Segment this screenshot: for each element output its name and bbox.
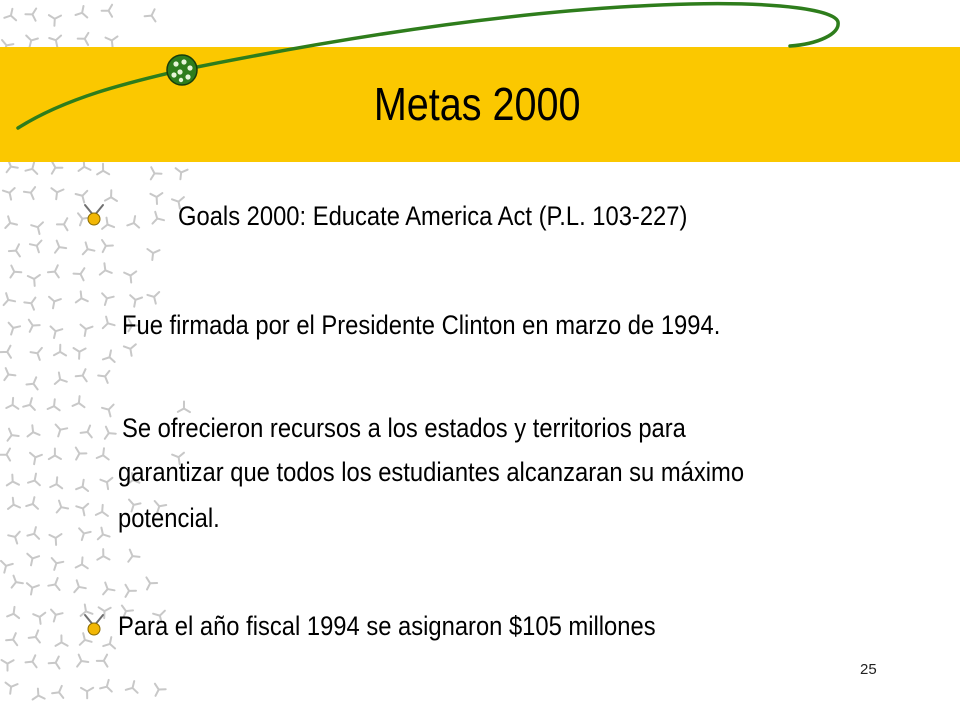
slide-title: Metas 2000 bbox=[373, 78, 581, 130]
bullet-fiscal-year: Para el año fiscal 1994 se asignaron $105 millones bbox=[118, 611, 656, 641]
text-resources-line-2: garantizar que todos los estudiantes alcanzaran su máximo bbox=[118, 457, 745, 487]
page-number: 25 bbox=[860, 661, 877, 678]
bullet-icon bbox=[82, 202, 106, 228]
bullet-icon bbox=[82, 612, 106, 638]
text-signed-by-clinton: Fue firmada por el Presidente Clinton en marzo de 1994. bbox=[122, 310, 721, 340]
text-resources-line-1: Se ofrecieron recursos a los estados y territorios para bbox=[122, 413, 686, 443]
bullet-goals-2000: Goals 2000: Educate America Act (P.L. 103-227) bbox=[178, 201, 688, 231]
text-resources-line-3: potencial. bbox=[118, 503, 220, 533]
